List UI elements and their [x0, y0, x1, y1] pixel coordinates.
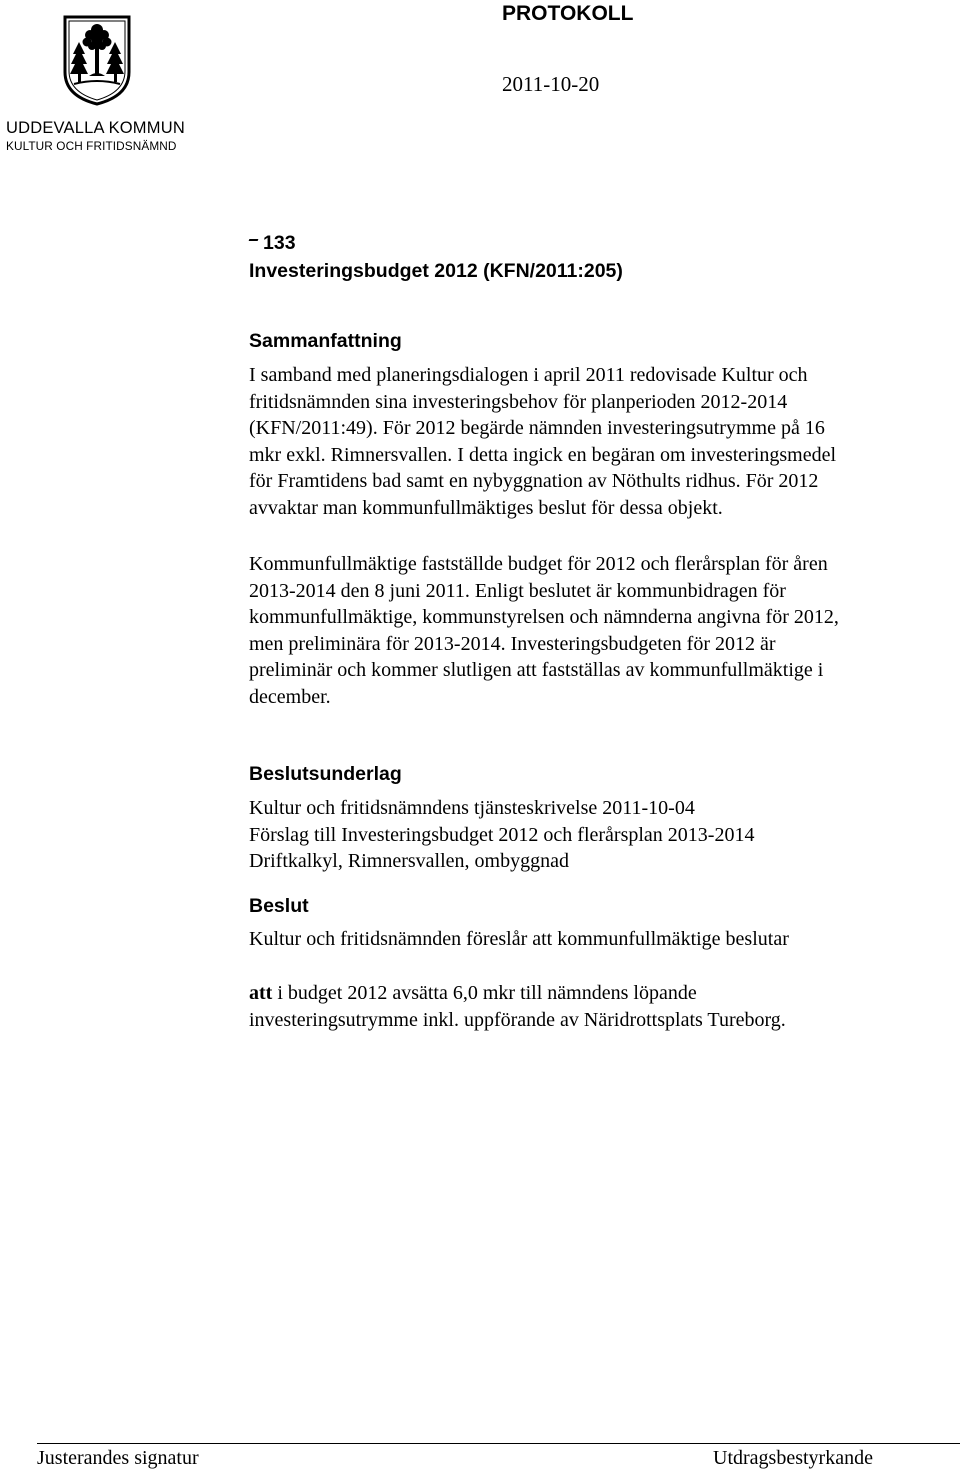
text-line: fritidsnämnden sina investeringsbehov för planperioden 2012-2014 — [249, 390, 788, 413]
text-line: avvaktar man kommunfullmäktiges beslut för dessa objekt. — [249, 496, 723, 519]
paragraph-title: Investeringsbudget 2012 (KFN/2011:205) — [249, 260, 623, 282]
list-item: Förslag till Investeringsbudget 2012 och flerårsplan 2013-2014 — [249, 823, 755, 846]
text-line: mkr exkl. Rimnersvallen. I detta ingick en begäran om investeringsmedel — [249, 443, 837, 466]
text-line: Kommunfullmäktige fastställde budget för 2012 och flerårsplan för åren — [249, 553, 828, 575]
organization-department: KULTUR OCH FRITIDSNÄMND — [6, 139, 177, 153]
decision-clause — [249, 980, 786, 1033]
text-line: (KFN/2011:49). För 2012 begärde nämnden investeringsutrymme på 16 — [249, 417, 825, 439]
paragraph-heading — [249, 229, 623, 285]
text-line: men preliminära för 2013-2014. Investeringsbudgeten för 2012 är — [249, 632, 776, 655]
decision-heading: Beslut — [249, 895, 309, 917]
text-line: för Framtidens bad samt en nybyggnation av Nöthults ridhus. För 2012 — [249, 470, 819, 492]
signature-label: Justerandes signatur — [37, 1447, 199, 1469]
text-line: I samband med planeringsdialogen i april 2011 redovisade Kultur och — [249, 364, 808, 386]
text-line: kommunfullmäktige, kommunstyrelsen och nämnderna angivna för 2012, — [249, 606, 839, 628]
list-item: Driftkalkyl, Rimnersvallen, ombyggnad — [249, 850, 569, 872]
basis-heading: Beslutsunderlag — [249, 763, 402, 785]
organization-name: UDDEVALLA KOMMUN — [6, 119, 185, 137]
clause-text: i budget 2012 avsätta 6,0 mkr till nämndens löpande — [272, 982, 697, 1004]
certification-label: Utdragsbestyrkande — [713, 1447, 873, 1469]
document-type: PROTOKOLL — [502, 2, 634, 25]
list-item: Kultur och fritidsnämndens tjänsteskrivelse 2011-10-04 — [249, 797, 695, 819]
att-keyword: att — [249, 982, 273, 1004]
document-date: 2011-10-20 — [502, 72, 600, 96]
footer-divider — [37, 1443, 960, 1444]
paragraph-number: 133 — [249, 229, 623, 257]
decision-intro: Kultur och fritidsnämnden föreslår att kommunfullmäktige beslutar — [249, 928, 789, 950]
text-line: december. — [249, 685, 331, 708]
basis-list — [249, 795, 754, 875]
summary-heading: Sammanfattning — [249, 330, 402, 352]
budget-background-text — [249, 551, 839, 710]
text-line: 2013-2014 den 8 juni 2011. Enligt beslutet är kommunbidragen för — [249, 579, 786, 602]
summary-text — [249, 362, 836, 521]
text-line: investeringsutrymme inkl. uppförande av Näridrottsplats Tureborg. — [249, 1008, 786, 1031]
text-line — [249, 980, 786, 1007]
municipal-coat-of-arms-icon — [62, 14, 132, 106]
text-line: preliminär och kommer slutligen att fastställas av kommunfullmäktige i — [249, 659, 824, 681]
